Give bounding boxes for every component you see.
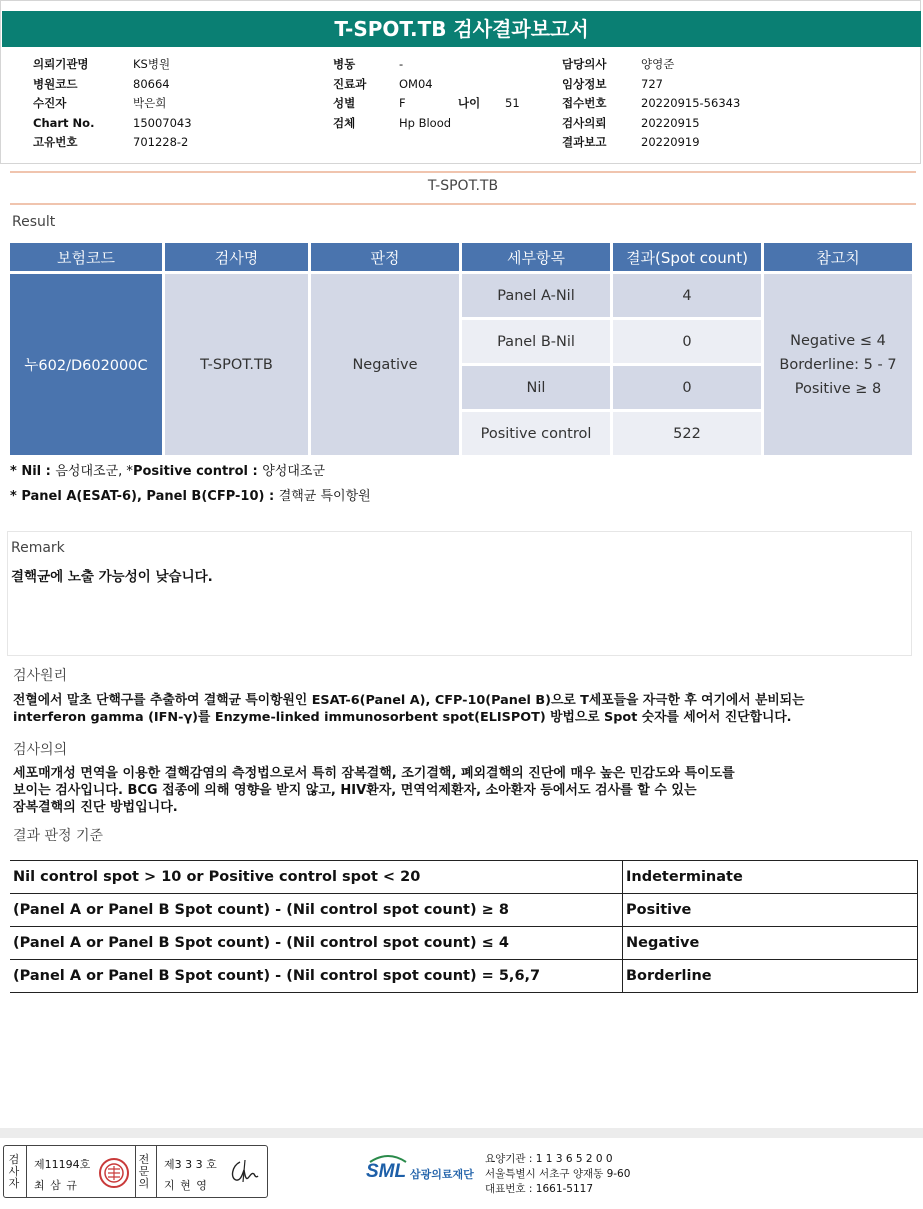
label-patient: 수진자	[33, 96, 67, 110]
result-table	[7, 240, 915, 458]
cell-result-positive-control: 522	[613, 412, 761, 455]
criteria-row	[10, 960, 918, 993]
result-label: Result	[12, 214, 56, 230]
label-age: 나이	[458, 96, 481, 110]
value-age: 51	[505, 96, 520, 110]
org-logo-text: SML	[366, 1161, 407, 1182]
label-doctor: 담당의사	[562, 57, 607, 71]
remark-box	[7, 531, 912, 656]
reference-borderline: Borderline: 5 - 7	[779, 356, 897, 373]
principle-text	[13, 692, 805, 726]
note-positive-label: Positive control :	[132, 464, 263, 479]
cell-insurance-code: 누602/D602000C	[10, 274, 162, 455]
criteria-result: Negative	[623, 927, 918, 960]
institution-code: 요양기관 : 1 1 3 6 5 2 0 0	[485, 1153, 613, 1165]
criteria-row	[10, 894, 918, 927]
reviewer-label	[138, 1154, 152, 1190]
tester-number: 제11194호	[34, 1158, 91, 1171]
criteria-table	[10, 860, 918, 993]
value-sex: F	[399, 96, 406, 110]
seal-icon	[98, 1157, 130, 1189]
note-panels-label: * Panel A(ESAT-6), Panel B(CFP-10) :	[10, 489, 279, 504]
footer-divider	[0, 1128, 923, 1138]
value-unique-no: 701228-2	[133, 135, 189, 149]
signature-box	[3, 1145, 268, 1198]
criteria-condition: (Panel A or Panel B Spot count) - (Nil control spot count) ≥ 8	[10, 894, 623, 927]
th-test-name: 검사명	[165, 243, 308, 271]
value-doctor: 양영준	[641, 57, 675, 71]
th-detail-item: 세부항목	[462, 243, 610, 271]
criteria-row	[10, 861, 918, 894]
label-institution: 의뢰기관명	[33, 57, 89, 71]
divider	[135, 1146, 136, 1197]
tester-label	[8, 1154, 22, 1190]
significance-line-2: 보이는 검사입니다. BCG 접종에 의해 영향을 받지 않고, HIV환자, 면역억제환자, 소아환자 등에서도 검사를 할 수 있는	[13, 783, 697, 798]
cell-reference	[764, 274, 912, 455]
label-clinical-info: 임상정보	[562, 76, 607, 91]
note-nil-label: * Nil :	[10, 464, 56, 479]
cell-item-panel-b: Panel B-Nil	[462, 320, 610, 363]
cell-result-nil: 0	[613, 366, 761, 409]
label-chart-no: Chart No.	[33, 115, 95, 130]
principle-line-1: 전혈에서 말초 단핵구를 추출하여 결핵균 특이항원인 ESAT-6(Panel A), CFP-10(Panel B)으로 T세포들을 자극한 후 여기에서 분비되는	[13, 693, 805, 708]
section-title: T-SPOT.TB	[427, 178, 499, 194]
value-request-date: 20220915	[641, 115, 700, 130]
significance-label: 검사의의	[13, 742, 68, 758]
org-name: 삼광의료재단	[410, 1168, 474, 1181]
cell-judgement: Negative	[311, 274, 459, 455]
header-col1	[33, 57, 192, 155]
value-chart-no: 15007043	[133, 115, 192, 130]
value-hospital-code: 80664	[133, 76, 170, 91]
th-insurance-code: 보험코드	[10, 243, 162, 271]
org-phone: 대표번호 : 1661-5117	[485, 1183, 594, 1195]
criteria-result: Borderline	[623, 960, 918, 993]
reference-positive: Positive ≥ 8	[794, 380, 882, 397]
divider	[26, 1146, 27, 1197]
value-specimen: Hp Blood	[399, 115, 452, 130]
label-unique-no: 고유번호	[33, 135, 78, 149]
value-clinical-info: 727	[641, 76, 663, 91]
org-info	[485, 1152, 630, 1197]
principle-label: 검사원리	[13, 668, 68, 684]
reference-negative: Negative ≤ 4	[790, 332, 886, 349]
header-col2	[333, 57, 520, 135]
cell-item-positive-control: Positive control	[462, 412, 610, 455]
header-col3	[562, 57, 740, 155]
note-positive-desc: 양성대조군	[262, 464, 326, 479]
criteria-label: 결과 판정 기준	[13, 828, 104, 844]
section-divider-top	[10, 171, 916, 173]
reviewer-name: 지 현 영	[164, 1179, 208, 1192]
label-specimen: 검체	[333, 115, 356, 130]
note-panels-desc: 결핵균 특이항원	[278, 489, 371, 504]
label-hospital-code: 병원코드	[33, 76, 78, 91]
org-logo	[366, 1152, 410, 1192]
org-address: 서울특별시 서초구 양재동 9-60	[485, 1168, 631, 1180]
label-department: 진료과	[333, 76, 367, 91]
criteria-condition: (Panel A or Panel B Spot count) - (Nil control spot count) ≤ 4	[10, 927, 623, 960]
value-receipt-no: 20220915-56343	[641, 96, 741, 110]
label-report-date: 결과보고	[562, 135, 607, 149]
criteria-result: Indeterminate	[623, 861, 918, 894]
tester-name: 최 삼 규	[34, 1179, 78, 1192]
criteria-result: Positive	[623, 894, 918, 927]
section-divider-bottom	[10, 203, 916, 205]
significance-text	[13, 765, 735, 816]
cell-result-panel-b: 0	[613, 320, 761, 363]
th-judgement: 판정	[311, 243, 459, 271]
label-sex: 성별	[333, 96, 356, 110]
note-panels	[10, 485, 371, 504]
divider	[156, 1146, 157, 1197]
value-institution: KS병원	[133, 57, 171, 71]
label-receipt-no: 접수번호	[562, 96, 607, 110]
label-request-date: 검사의뢰	[562, 115, 607, 130]
result-header-row	[10, 243, 912, 271]
cell-item-nil: Nil	[462, 366, 610, 409]
criteria-row	[10, 927, 918, 960]
report-title: T-SPOT.TB 검사결과보고서	[2, 11, 921, 47]
significance-line-3: 잠복결핵의 진단 방법입니다.	[13, 800, 178, 815]
criteria-condition: Nil control spot > 10 or Positive control spot < 20	[10, 861, 623, 894]
signature-icon	[226, 1156, 262, 1188]
value-ward: -	[399, 57, 404, 71]
th-spot-count: 결과(Spot count)	[613, 243, 761, 271]
tester-label-text: 검사자	[8, 1153, 20, 1190]
remark-label: Remark	[11, 540, 65, 556]
criteria-condition: (Panel A or Panel B Spot count) - (Nil control spot count) = 5,6,7	[10, 960, 623, 993]
note-controls	[10, 460, 325, 479]
cell-item-panel-a: Panel A-Nil	[462, 274, 610, 317]
cell-result-panel-a: 4	[613, 274, 761, 317]
significance-line-1: 세포매개성 면역을 이용한 결핵감염의 측정법으로서 특히 잠복결핵, 조기결핵, 폐외결핵의 진단에 매우 높은 민감도와 특이도를	[13, 766, 735, 781]
value-patient: 박은희	[133, 96, 167, 110]
principle-line-2: interferon gamma (IFN-γ)를 Enzyme-linked immunosorbent spot(ELISPOT) 방법으로 Spot 숫자를 세어서 진단합니다.	[13, 710, 792, 725]
th-reference: 참고치	[764, 243, 912, 271]
reviewer-number: 제3 3 3 호	[164, 1158, 217, 1171]
value-report-date: 20220919	[641, 135, 700, 149]
note-nil-desc: 음성대조군, *	[55, 464, 133, 479]
result-row	[10, 274, 912, 317]
cell-test-name: T-SPOT.TB	[165, 274, 308, 455]
remark-text: 결핵균에 노출 가능성이 낮습니다.	[11, 569, 213, 585]
reviewer-label-text: 전문의	[138, 1153, 150, 1190]
value-department: OM04	[399, 76, 433, 91]
label-ward: 병동	[333, 57, 356, 71]
